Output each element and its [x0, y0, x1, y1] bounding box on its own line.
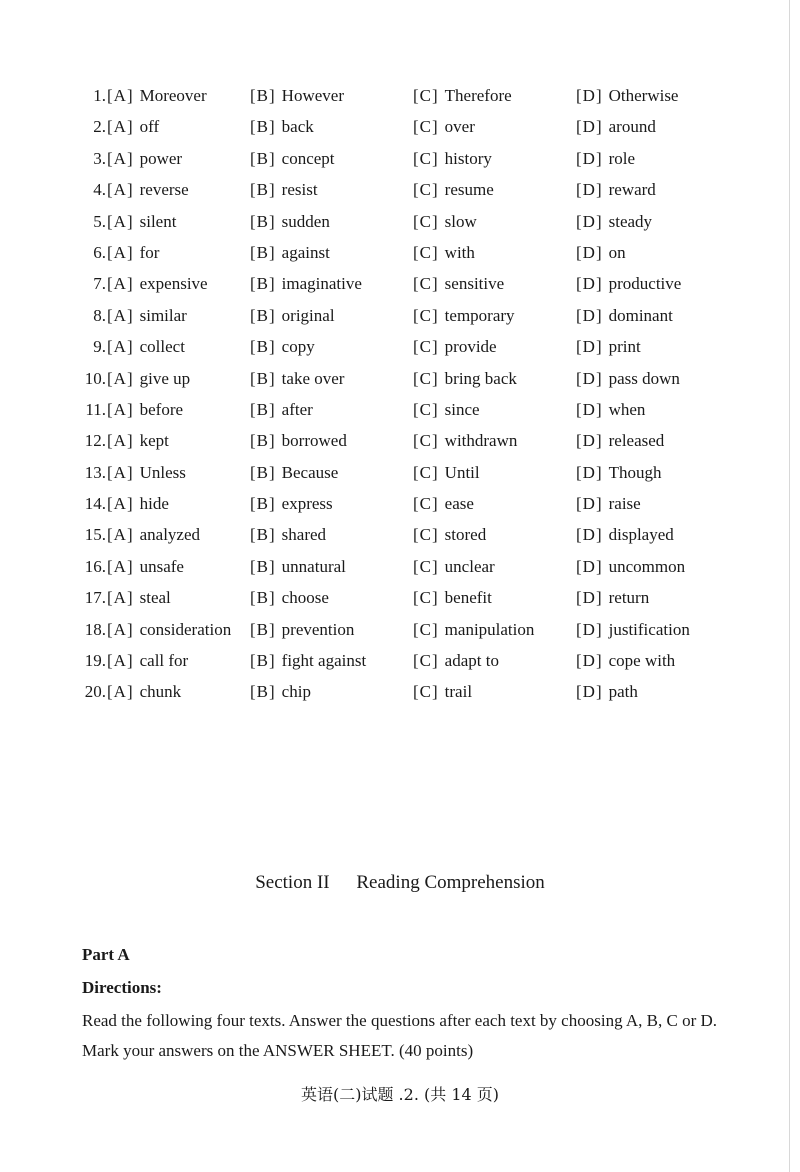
option-text: consideration — [139, 619, 232, 639]
option-letter: [A] — [107, 148, 134, 168]
option-text: Moreover — [139, 86, 207, 105]
option-text: original — [281, 305, 335, 325]
option-text: Otherwise — [608, 86, 679, 105]
option-text: Though — [608, 462, 662, 482]
option-text: shared — [281, 525, 327, 545]
option-letter: [A] — [107, 86, 134, 105]
part-title: Part A — [82, 945, 130, 964]
section-title: Reading Comprehension — [356, 872, 545, 893]
option-text: unsafe — [139, 556, 184, 576]
answer-option-d — [576, 457, 662, 488]
option-text: on — [608, 242, 626, 262]
answer-option-a — [107, 551, 184, 582]
question-row — [78, 676, 758, 707]
option-letter: [C] — [413, 619, 439, 639]
answer-option-a — [107, 488, 169, 519]
question-number: 10. — [84, 368, 106, 388]
option-text: for — [139, 242, 160, 262]
option-letter: [C] — [413, 117, 439, 137]
question-row — [78, 645, 758, 676]
option-letter: [C] — [413, 337, 439, 357]
option-letter: [C] — [413, 242, 439, 262]
option-text: choose — [281, 588, 329, 608]
option-text: against — [281, 242, 330, 262]
option-letter: [D] — [576, 525, 603, 545]
question-number: 14. — [84, 494, 106, 514]
option-letter: [C] — [413, 399, 439, 419]
answer-option-b — [250, 111, 314, 142]
option-letter: [A] — [107, 651, 134, 671]
option-text: sudden — [281, 211, 330, 231]
question-row — [78, 174, 758, 205]
option-text: steady — [608, 211, 653, 231]
option-letter: [C] — [413, 180, 439, 200]
option-text: justification — [608, 619, 690, 639]
answer-option-c — [413, 676, 472, 707]
option-letter: [A] — [107, 431, 134, 451]
option-letter: [B] — [250, 619, 276, 639]
option-letter: [D] — [576, 305, 603, 325]
option-text: give up — [139, 368, 191, 388]
question-number: 6. — [93, 242, 106, 262]
question-number: 16. — [84, 556, 106, 576]
option-letter: [D] — [576, 682, 603, 702]
option-letter: [C] — [413, 274, 439, 294]
option-text: express — [281, 494, 333, 514]
question-row — [78, 80, 758, 111]
option-text: displayed — [608, 525, 674, 545]
answer-option-a — [107, 268, 208, 299]
question-number: 9. — [93, 337, 106, 357]
option-letter: [D] — [576, 494, 603, 514]
answer-option-b — [250, 80, 344, 111]
option-letter: [C] — [413, 211, 439, 231]
option-text: chunk — [139, 682, 182, 702]
answer-option-a — [107, 614, 231, 645]
option-letter: [B] — [250, 305, 276, 325]
option-text: kept — [139, 431, 169, 451]
answer-option-b — [250, 519, 326, 550]
option-letter: [D] — [576, 242, 603, 262]
answer-option-d — [576, 645, 675, 676]
page-footer: 英语(二)试题 .2. (共 14 页) — [300, 1085, 500, 1104]
answer-option-d — [576, 237, 626, 268]
option-letter: [B] — [250, 368, 276, 388]
option-letter: [C] — [413, 86, 439, 105]
option-letter: [B] — [250, 399, 276, 419]
option-letter: [B] — [250, 86, 276, 105]
answer-option-c — [413, 551, 495, 582]
option-letter: [B] — [250, 211, 276, 231]
scan-edge-line — [789, 0, 790, 1172]
option-text: resist — [281, 180, 318, 200]
option-text: cope with — [608, 651, 676, 671]
option-letter: [A] — [107, 462, 134, 482]
answer-option-b — [250, 268, 362, 299]
option-text: return — [608, 588, 650, 608]
answer-option-b — [250, 174, 318, 205]
answer-option-d — [576, 363, 680, 394]
option-letter: [D] — [576, 148, 603, 168]
question-row — [78, 206, 758, 237]
answer-option-c — [413, 80, 512, 111]
answer-option-c — [413, 519, 486, 550]
question-row — [78, 394, 758, 425]
question-number: 20. — [84, 682, 106, 702]
answer-option-c — [413, 300, 515, 331]
option-letter: [A] — [107, 556, 134, 576]
answer-option-b — [250, 206, 330, 237]
option-text: print — [608, 337, 641, 357]
option-text: sensitive — [444, 274, 505, 294]
option-letter: [D] — [576, 651, 603, 671]
question-row — [78, 551, 758, 582]
option-text: ease — [444, 494, 474, 514]
option-text: steal — [139, 588, 171, 608]
section-heading — [0, 872, 800, 894]
question-list — [78, 80, 758, 708]
answer-option-c — [413, 268, 504, 299]
answer-option-d — [576, 174, 656, 205]
option-letter: [C] — [413, 305, 439, 325]
option-letter: [D] — [576, 619, 603, 639]
option-letter: [A] — [107, 305, 134, 325]
option-text: power — [139, 148, 183, 168]
option-letter: [D] — [576, 180, 603, 200]
option-letter: [A] — [107, 211, 134, 231]
question-row — [78, 300, 758, 331]
option-letter: [B] — [250, 337, 276, 357]
option-letter: [D] — [576, 588, 603, 608]
option-letter: [C] — [413, 682, 439, 702]
option-letter: [B] — [250, 242, 276, 262]
question-row — [78, 614, 758, 645]
answer-option-d — [576, 425, 664, 456]
answer-option-b — [250, 237, 330, 268]
option-text: uncommon — [608, 556, 686, 576]
option-text: dominant — [608, 305, 673, 325]
option-text: adapt to — [444, 651, 499, 671]
option-letter: [D] — [576, 337, 603, 357]
option-text: reverse — [139, 180, 189, 200]
option-text: bring back — [444, 368, 517, 388]
answer-option-d — [576, 582, 649, 613]
option-letter: [A] — [107, 274, 134, 294]
option-text: Therefore — [444, 86, 512, 105]
option-letter: [B] — [250, 431, 276, 451]
answer-option-a — [107, 519, 200, 550]
option-letter: [B] — [250, 588, 276, 608]
answer-option-a — [107, 425, 169, 456]
option-letter: [B] — [250, 494, 276, 514]
option-letter: [A] — [107, 494, 134, 514]
option-letter: [A] — [107, 399, 134, 419]
option-text: before — [139, 399, 184, 419]
option-letter: [A] — [107, 619, 134, 639]
question-row — [78, 143, 758, 174]
option-letter: [B] — [250, 117, 276, 137]
answer-option-b — [250, 488, 333, 519]
answer-option-b — [250, 331, 315, 362]
option-text: since — [444, 399, 480, 419]
option-text: hide — [139, 494, 169, 514]
answer-option-d — [576, 331, 641, 362]
option-text: resume — [444, 180, 494, 200]
option-text: collect — [139, 337, 185, 357]
answer-option-b — [250, 614, 354, 645]
option-letter: [C] — [413, 525, 439, 545]
question-number: 3. — [93, 148, 106, 168]
answer-option-c — [413, 645, 499, 676]
option-text: unclear — [444, 556, 495, 576]
question-number: 17. — [84, 588, 106, 608]
answer-option-d — [576, 300, 673, 331]
option-text: back — [281, 117, 314, 137]
answer-option-d — [576, 394, 645, 425]
answer-option-a — [107, 300, 187, 331]
option-text: unnatural — [281, 556, 346, 576]
answer-option-d — [576, 551, 685, 582]
question-number: 5. — [93, 211, 106, 231]
option-text: stored — [444, 525, 487, 545]
question-number: 19. — [84, 651, 106, 671]
question-number: 4. — [93, 180, 106, 200]
option-text: fight against — [281, 651, 367, 671]
answer-option-c — [413, 394, 480, 425]
question-number: 12. — [84, 431, 106, 451]
option-letter: [C] — [413, 494, 439, 514]
option-letter: [A] — [107, 682, 134, 702]
option-letter: [D] — [576, 117, 603, 137]
answer-option-c — [413, 206, 477, 237]
option-text: silent — [139, 211, 177, 231]
option-letter: [C] — [413, 431, 439, 451]
answer-option-d — [576, 80, 678, 111]
option-letter: [D] — [576, 368, 603, 388]
answer-option-d — [576, 143, 635, 174]
answer-option-a — [107, 676, 181, 707]
option-letter: [B] — [250, 556, 276, 576]
answer-option-d — [576, 268, 681, 299]
option-letter: [B] — [250, 180, 276, 200]
option-text: However — [281, 86, 344, 105]
question-number: 11. — [85, 399, 106, 419]
option-text: expensive — [139, 274, 208, 294]
question-row — [78, 268, 758, 299]
directions-heading: Directions: — [82, 978, 162, 997]
option-text: with — [444, 242, 475, 262]
option-text: when — [608, 399, 646, 419]
question-row — [78, 519, 758, 550]
option-text: analyzed — [139, 525, 201, 545]
answer-option-b — [250, 582, 329, 613]
option-text: role — [608, 148, 636, 168]
question-row — [78, 237, 758, 268]
answer-option-b — [250, 300, 335, 331]
question-row — [78, 488, 758, 519]
option-text: released — [608, 431, 665, 451]
option-letter: [C] — [413, 651, 439, 671]
answer-option-d — [576, 614, 690, 645]
option-letter: [C] — [413, 462, 439, 482]
option-letter: [C] — [413, 148, 439, 168]
answer-option-d — [576, 519, 674, 550]
answer-option-b — [250, 551, 346, 582]
option-letter: [D] — [576, 431, 603, 451]
option-text: manipulation — [444, 619, 535, 639]
option-letter: [D] — [576, 399, 603, 419]
answer-option-a — [107, 206, 176, 237]
option-letter: [A] — [107, 242, 134, 262]
question-number: 15. — [84, 525, 106, 545]
option-text: imaginative — [281, 274, 362, 294]
answer-option-b — [250, 363, 344, 394]
option-letter: [C] — [413, 556, 439, 576]
option-text: borrowed — [281, 431, 347, 451]
option-text: similar — [139, 305, 187, 325]
answer-option-c — [413, 237, 475, 268]
answer-option-a — [107, 237, 159, 268]
answer-option-c — [413, 111, 475, 142]
answer-option-a — [107, 457, 186, 488]
question-number: 7. — [93, 274, 106, 294]
option-text: copy — [281, 337, 315, 357]
option-text: Unless — [139, 462, 186, 482]
answer-option-c — [413, 582, 492, 613]
question-row — [78, 425, 758, 456]
answer-option-c — [413, 174, 494, 205]
option-text: slow — [444, 211, 477, 231]
answer-option-a — [107, 582, 171, 613]
question-row — [78, 331, 758, 362]
answer-option-a — [107, 111, 159, 142]
option-letter: [A] — [107, 180, 134, 200]
option-letter: [A] — [107, 368, 134, 388]
option-letter: [D] — [576, 86, 603, 105]
question-number: 8. — [93, 305, 106, 325]
option-letter: [C] — [413, 588, 439, 608]
question-number: 1. — [93, 86, 106, 105]
option-letter: [D] — [576, 556, 603, 576]
option-text: provide — [444, 337, 497, 357]
question-row — [78, 111, 758, 142]
option-text: around — [608, 117, 656, 137]
option-letter: [C] — [413, 368, 439, 388]
question-row — [78, 457, 758, 488]
question-row — [78, 363, 758, 394]
option-letter: [B] — [250, 274, 276, 294]
question-number: 13. — [84, 462, 106, 482]
option-text: over — [444, 117, 475, 137]
option-text: Because — [281, 462, 339, 482]
answer-option-b — [250, 676, 311, 707]
answer-option-a — [107, 143, 182, 174]
answer-option-a — [107, 174, 189, 205]
option-text: take over — [281, 368, 345, 388]
option-text: call for — [139, 651, 189, 671]
option-text: off — [139, 117, 160, 137]
answer-option-c — [413, 143, 492, 174]
answer-option-c — [413, 331, 497, 362]
answer-option-b — [250, 457, 338, 488]
answer-option-a — [107, 331, 185, 362]
answer-option-a — [107, 645, 188, 676]
option-letter: [A] — [107, 117, 134, 137]
option-text: temporary — [444, 305, 515, 325]
option-letter: [B] — [250, 525, 276, 545]
answer-option-c — [413, 488, 474, 519]
option-text: trail — [444, 682, 473, 702]
answer-option-b — [250, 394, 313, 425]
option-text: withdrawn — [444, 431, 518, 451]
answer-option-c — [413, 363, 517, 394]
option-letter: [D] — [576, 274, 603, 294]
answer-option-a — [107, 80, 207, 111]
question-number: 2. — [93, 117, 106, 137]
answer-option-d — [576, 206, 652, 237]
answer-option-d — [576, 488, 641, 519]
answer-option-d — [576, 111, 656, 142]
section-label: Section II — [255, 872, 330, 893]
answer-option-c — [413, 457, 480, 488]
option-letter: [D] — [576, 211, 603, 231]
option-letter: [B] — [250, 462, 276, 482]
option-letter: [B] — [250, 148, 276, 168]
option-text: after — [281, 399, 313, 419]
answer-option-c — [413, 425, 517, 456]
answer-option-a — [107, 394, 183, 425]
option-letter: [B] — [250, 651, 276, 671]
option-text: raise — [608, 494, 641, 514]
answer-option-d — [576, 676, 638, 707]
option-letter: [A] — [107, 525, 134, 545]
option-text: history — [444, 148, 492, 168]
option-text: productive — [608, 274, 682, 294]
option-letter: [A] — [107, 588, 134, 608]
answer-option-b — [250, 645, 366, 676]
question-row — [78, 582, 758, 613]
answer-option-b — [250, 425, 347, 456]
option-text: Until — [444, 462, 480, 482]
option-text: pass down — [608, 368, 680, 388]
answer-option-b — [250, 143, 335, 174]
option-text: benefit — [444, 588, 492, 608]
option-text: concept — [281, 148, 335, 168]
option-text: reward — [608, 180, 656, 200]
option-letter: [B] — [250, 682, 276, 702]
question-number: 18. — [84, 619, 106, 639]
option-text: chip — [281, 682, 311, 702]
directions-text: Read the following four texts. Answer the questions after each text by choosing A, B, C or D. Mark your answers on the ANSWER SHEET. (40 points) — [82, 1011, 718, 1060]
option-text: path — [608, 682, 638, 702]
option-letter: [D] — [576, 462, 603, 482]
answer-option-c — [413, 614, 534, 645]
option-letter: [A] — [107, 337, 134, 357]
answer-option-a — [107, 363, 190, 394]
option-text: prevention — [281, 619, 355, 639]
